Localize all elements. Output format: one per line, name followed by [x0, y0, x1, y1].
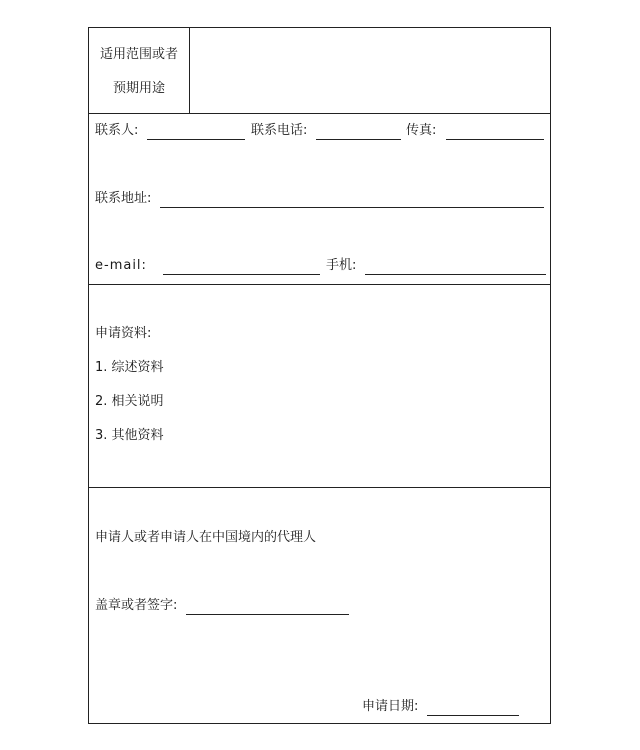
contact-phone-field[interactable]: [316, 139, 401, 140]
contact-person-label: 联系人:: [95, 123, 139, 138]
seal-signature-label: 盖章或者签字:: [95, 598, 178, 613]
application-form-table: [88, 27, 551, 724]
application-date-label: 申请日期:: [362, 699, 419, 714]
mobile-field[interactable]: [365, 274, 546, 275]
address-label: 联系地址:: [95, 191, 152, 206]
materials-item: 2. 相关说明: [95, 394, 164, 409]
materials-item: 1. 综述资料: [95, 360, 164, 375]
contact-person-field[interactable]: [147, 139, 245, 140]
scope-label-line1: 适用范围或者: [99, 47, 178, 62]
materials-title: 申请资料:: [95, 326, 152, 341]
scope-value-cell[interactable]: [190, 28, 550, 113]
row-divider-3: [89, 487, 550, 488]
email-field[interactable]: [163, 274, 320, 275]
application-date-field[interactable]: [427, 715, 519, 716]
fax-field[interactable]: [446, 139, 544, 140]
row-divider-1: [89, 113, 550, 114]
seal-signature-field[interactable]: [186, 614, 349, 615]
address-field[interactable]: [160, 207, 544, 208]
contact-phone-label: 联系电话:: [251, 123, 308, 138]
email-label: e-mail:: [95, 258, 147, 273]
row-divider-2: [89, 284, 550, 285]
fax-label: 传真:: [406, 123, 437, 138]
mobile-label: 手机:: [326, 258, 357, 273]
scope-label-line2: 预期用途: [112, 81, 165, 96]
applicant-statement: 申请人或者申请人在中国境内的代理人: [95, 530, 317, 545]
materials-item: 3. 其他资料: [95, 428, 164, 443]
